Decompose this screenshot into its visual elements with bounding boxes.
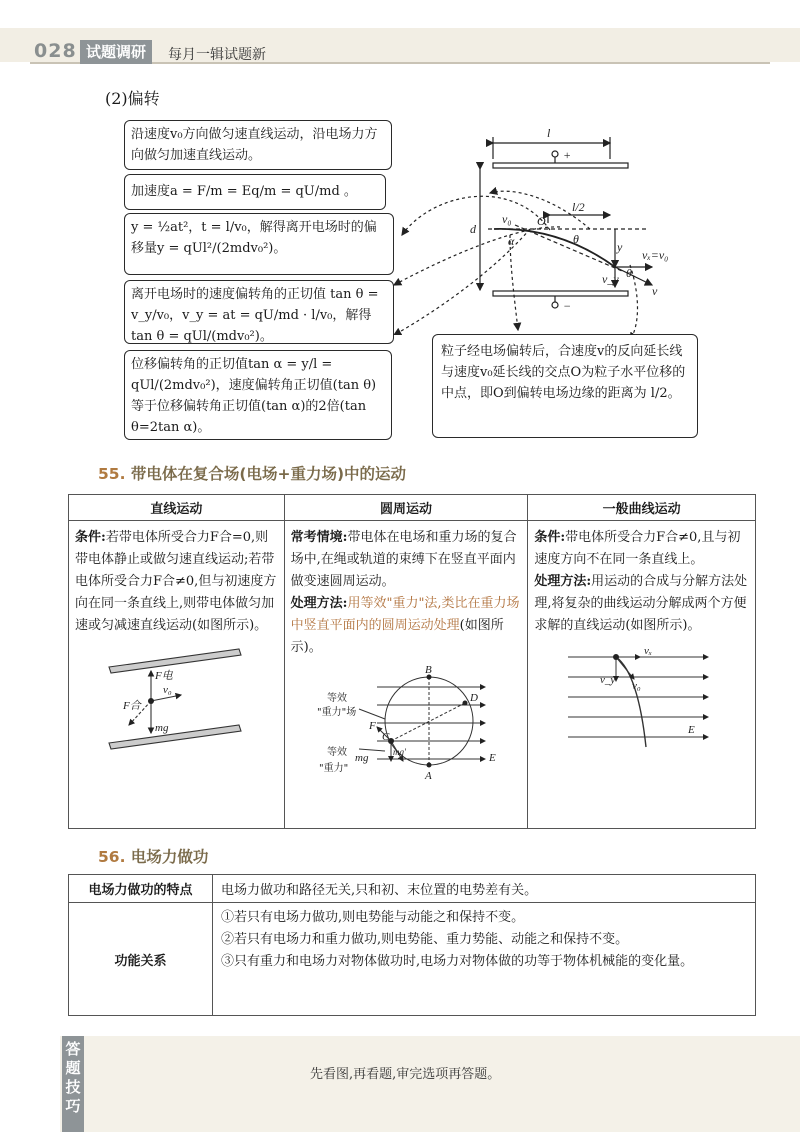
deflection-box-midpoint (432, 334, 698, 438)
fig2-eq1: 等效 (326, 693, 347, 704)
section-55-table (68, 494, 756, 829)
deflection-diagram (390, 115, 690, 335)
label-plus: + (563, 148, 572, 162)
deflection-box-acceleration-text: 加速度a = F/m = Eq/m = qU/md 。 (131, 184, 357, 199)
section-55-title (98, 462, 406, 484)
fig2-C: C (381, 731, 389, 743)
deflection-box-midpoint-text: 粒子经电场偏转后，合速度v的反向延长线与速度v₀延长线的交点O为粒子水平位移的中点，即O到偏转电场边缘的距离为 l/2。 (441, 344, 686, 401)
section-55-title-text: 带电体在复合场(电场+重力场)中的运动 (130, 465, 407, 483)
curved-arrow-1 (402, 196, 550, 235)
fig2-A: A (424, 770, 432, 782)
bottom-plate (493, 291, 628, 296)
linear-condition-label: 条件: (75, 530, 106, 545)
curve-condition-text: 带电体所受合力F合≠0,且与初速度方向不在同一条直线上。 (534, 530, 741, 567)
cell-circular-motion (284, 521, 528, 829)
linear-condition-text: 若带电体所受合力F合=0,则带电体静止或做匀速直线运动;若带电体所受合力F合≠0,但与初速度方向在同一条直线上,则带电体做匀加速或匀减速直线运动(如图所示)。 (75, 530, 277, 633)
curve-motion-diagram (528, 643, 754, 753)
footer-band (60, 1036, 800, 1132)
deflection-heading: (2)偏转 (105, 89, 160, 108)
fig2-eq4: "重力" (318, 763, 348, 774)
fig1-v0: v₀ (163, 684, 172, 696)
circular-motion-diagram (285, 665, 527, 783)
label-alpha: α (508, 234, 515, 248)
section-55-number: 55. (98, 465, 126, 483)
deflection-box-displacement-text: y = ½at²，t = l/v₀，解得离开电场时的偏移量y = qUl²/(2mdv₀²)。 (131, 220, 377, 256)
energy-item-3: ③只有重力和电场力对物体做功时,电场力对物体做的功等于物体机械能的变化量。 (221, 954, 694, 969)
section-56-title (98, 845, 208, 867)
circular-method-label: 处理方法: (290, 596, 348, 611)
cell-linear-motion (69, 521, 285, 829)
reverse-extension-line (515, 225, 622, 271)
row2-label: 功能关系 (69, 903, 213, 1016)
label-vx: vₓ=v₀ (642, 248, 669, 262)
footer-side-label: 答题技巧 (62, 1036, 84, 1132)
page-number: 028 (34, 40, 77, 62)
deflection-box-velocity-angle-text: 离开电场时的速度偏转角的正切值 tan θ = v_y/v₀，v_y = at = qU/md · l/v₀，解得tan θ = qUl/(mdv₀²)。 (131, 287, 379, 344)
fig2-mg2: mg' (392, 747, 406, 757)
deflection-box-motion-text: 沿速度v₀方向做匀速直线运动，沿电场力方向做匀加速直线运动。 (131, 127, 378, 163)
row1-value: 电场力做功和路径无关,只和初、末位置的电势差有关。 (213, 875, 756, 903)
circular-method-tail: (如图所示)。 (290, 618, 504, 655)
deflection-box-acceleration (124, 174, 386, 210)
deflection-box-velocity-angle (124, 280, 394, 344)
fig2-B: B (424, 665, 432, 676)
fig2-eq3: 等效 (326, 747, 347, 758)
page-header (0, 0, 800, 70)
label-y: y (617, 240, 623, 254)
curve-method-label: 处理方法: (534, 574, 592, 589)
section-56-title-text: 电场力做功 (130, 848, 209, 866)
deflection-box-displacement (124, 213, 394, 275)
fig2-D: D (469, 692, 478, 704)
header-general-curve-motion: 一般曲线运动 (528, 495, 756, 521)
row1-label: 电场力做功的特点 (69, 875, 213, 903)
header-subtitle: 每月一辑试题新 (168, 47, 266, 63)
curve-method-text: 用运动的合成与分解方法处理,将复杂的曲线运动分解成两个方便求解的直线运动(如图所示)。 (534, 574, 748, 633)
fig1-fe: F电 (155, 670, 173, 682)
section-56-number: 56. (98, 848, 126, 866)
label-theta-2: θ (626, 266, 632, 280)
circular-situation-label: 常考情境: (290, 530, 348, 545)
fig2-F: F (368, 720, 376, 732)
deflection-box-displacement-angle-text: 位移偏转角的正切值tan α = y/l = qUl/(2mdv₀²)，速度偏转角正切值(tan θ)等于位移偏转角正切值(tan α)的2倍(tan θ=2tan α)。 (131, 357, 377, 435)
label-v: v (652, 284, 658, 298)
circular-method-highlight: 用等效"重力"法,类比在重力场中竖直平面内的圆周运动处理 (290, 596, 520, 633)
fig3-vx: vₓ (644, 645, 653, 657)
fig1-fh: F合 (123, 700, 141, 712)
curved-arrow-2 (394, 227, 560, 285)
label-l: l (547, 126, 551, 140)
label-vy: v_y (602, 272, 619, 286)
section-56-table (68, 874, 756, 1016)
row2-value (213, 903, 756, 1016)
deflection-box-displacement-angle (124, 350, 392, 440)
label-O: O (537, 214, 546, 228)
fig3-v0: v₀ (632, 680, 642, 692)
header-circular-motion: 圆周运动 (284, 495, 528, 521)
energy-item-2: ②若只有电场力和重力做功,则电势能、重力势能、动能之和保持不变。 (221, 932, 629, 947)
curved-arrow-6 (510, 235, 518, 330)
deflection-box-motion (124, 120, 392, 170)
circular-situation-text: 带电体在电场和重力场的复合场中,在绳或轨道的束缚下在竖直平面内做变速圆周运动。 (290, 530, 517, 589)
label-minus: − (563, 299, 572, 313)
fig2-E: E (488, 752, 496, 764)
label-half-l: l/2 (572, 200, 585, 214)
header-tag: 试题调研 (80, 40, 152, 64)
fig1-mg: mg (155, 722, 169, 734)
linear-motion-diagram (69, 643, 283, 753)
label-d: d (470, 222, 476, 236)
top-plate (493, 163, 628, 168)
cell-general-curve-motion (528, 521, 756, 829)
fig3-E: E (688, 724, 696, 736)
label-v0: v₀ (502, 212, 512, 226)
curve-condition-label: 条件: (534, 530, 566, 545)
fig3-vy: v_y (600, 674, 616, 686)
fig2-mg1: mg (354, 752, 369, 764)
header-linear-motion: 直线运动 (69, 495, 285, 521)
footer-tip: 先看图,再看题,审完选项再答题。 (310, 1067, 501, 1082)
label-theta-1: θ (573, 232, 579, 246)
energy-item-1: ①若只有电场力做功,则电势能与动能之和保持不变。 (221, 910, 525, 925)
fig2-eq2: "重力"场 (316, 707, 356, 718)
